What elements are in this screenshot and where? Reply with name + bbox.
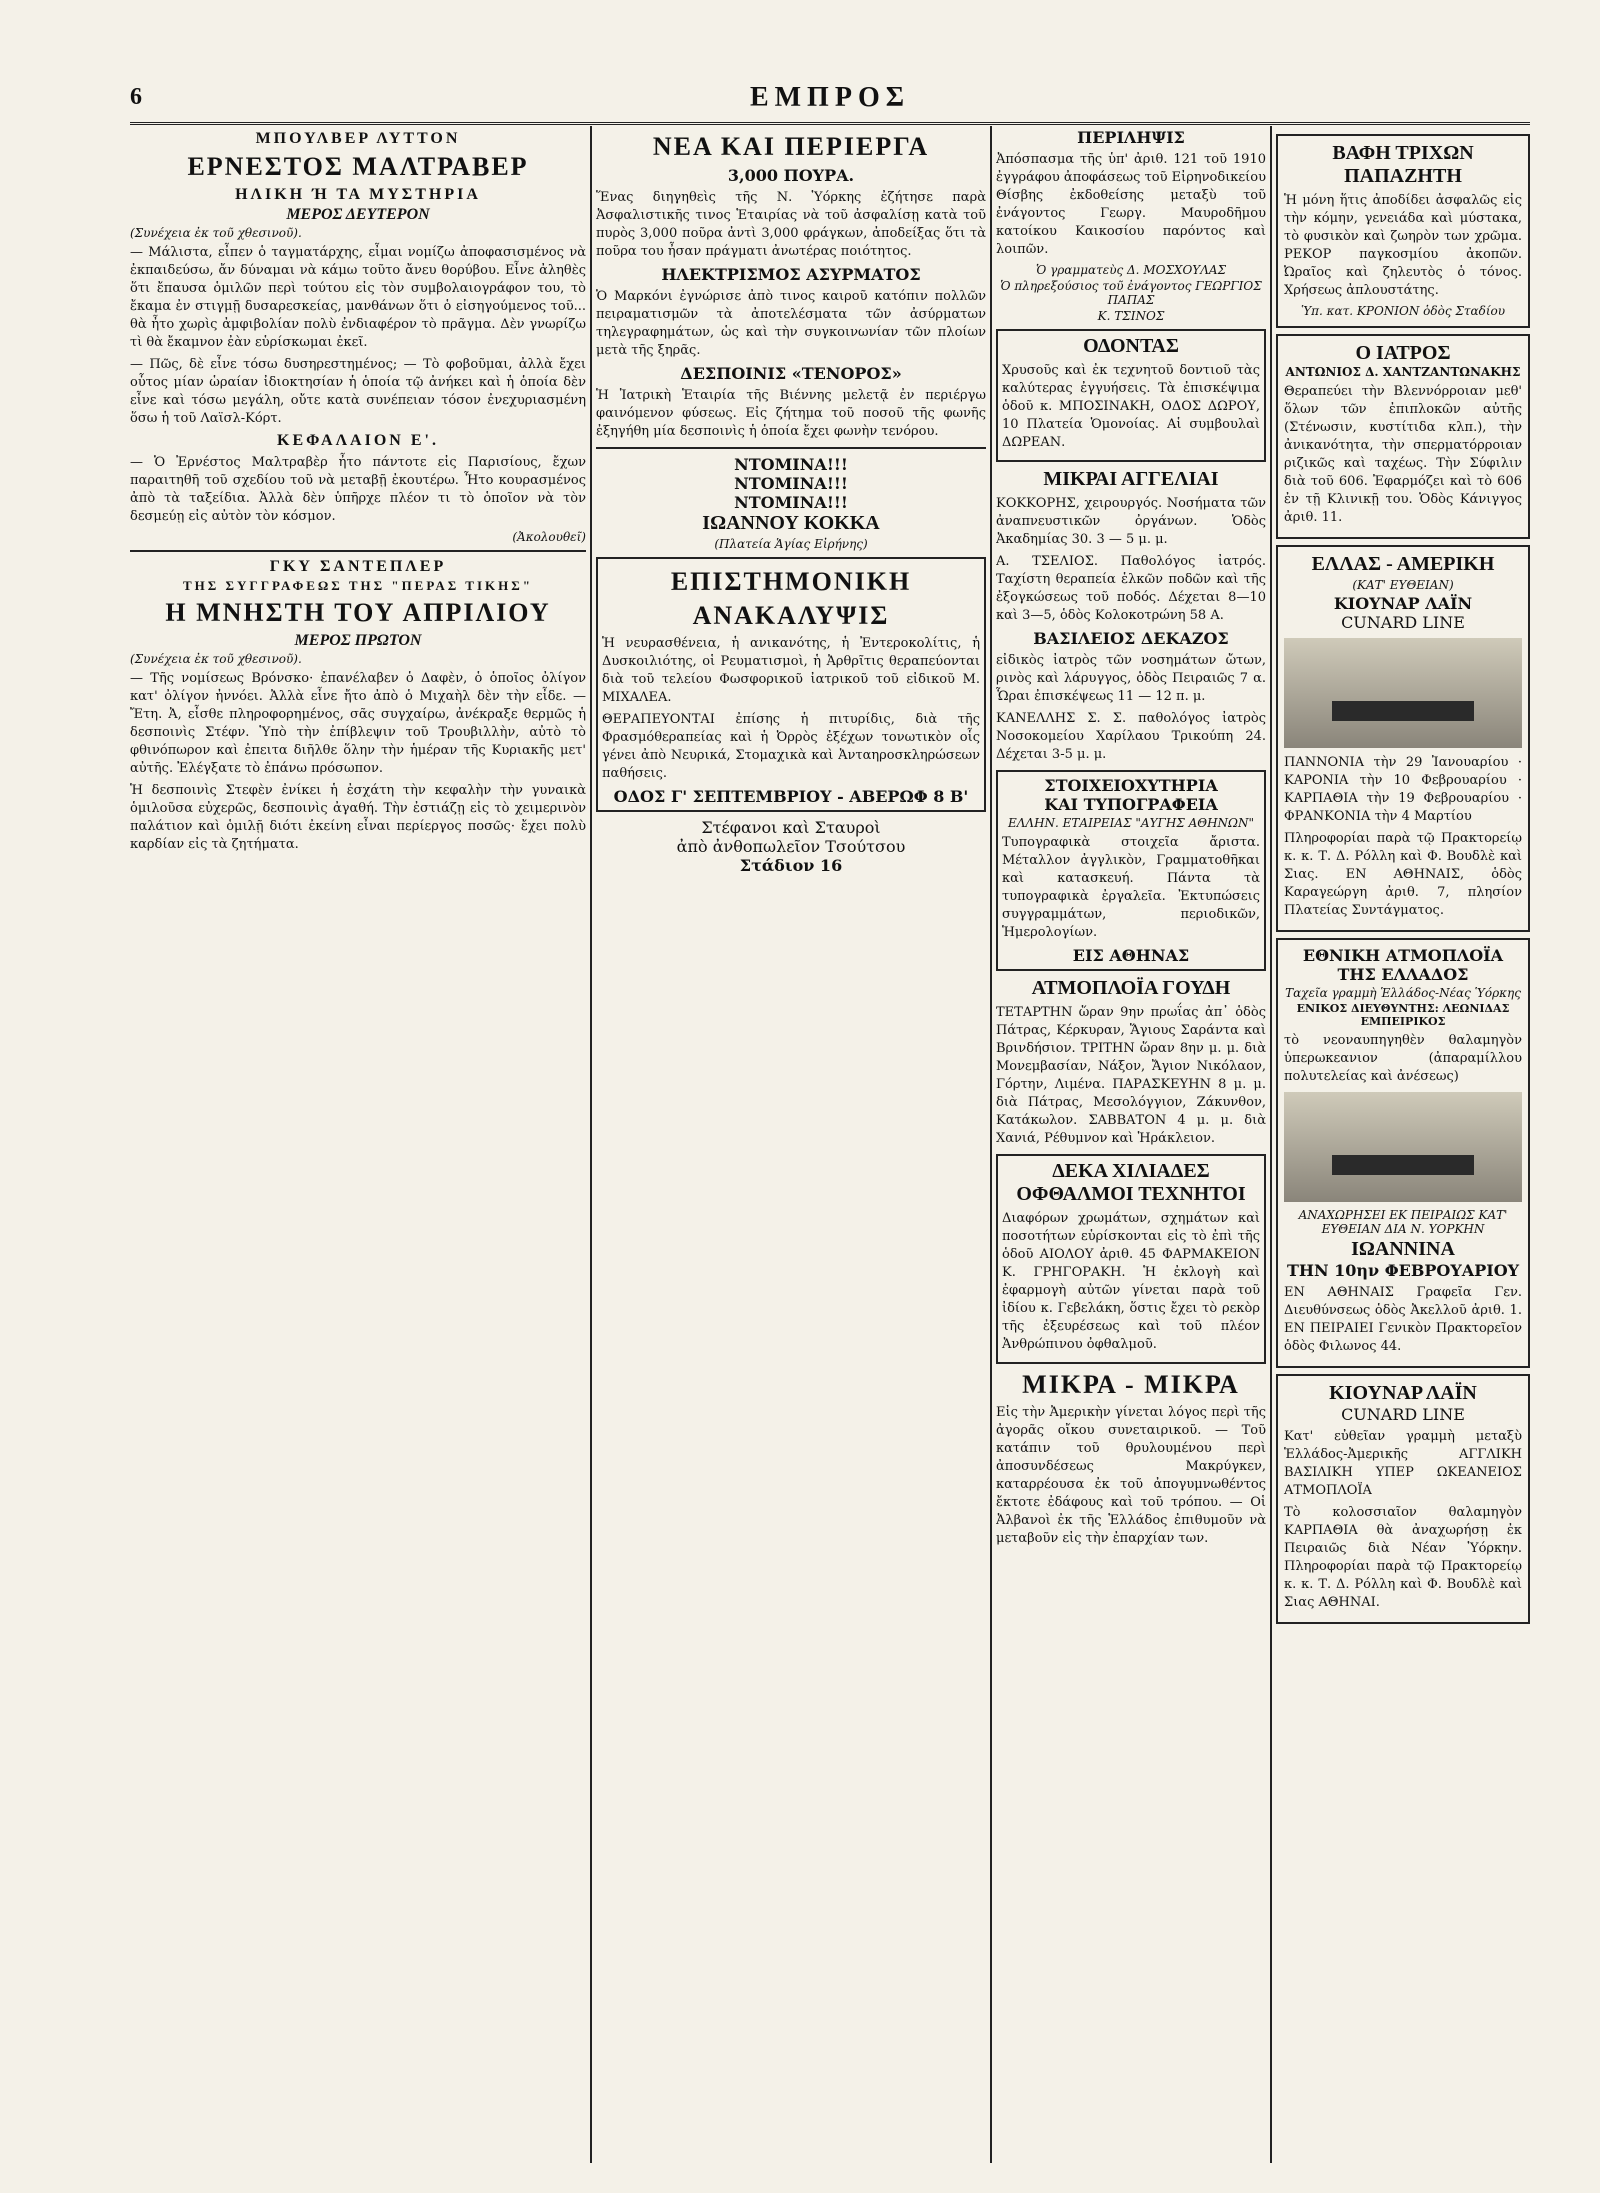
serial-subtitle: ΗΛΙΚΗ Ή ΤΑ ΜΥΣΤΗΡΙΑ [235, 186, 481, 203]
ioannina-text: ΕΝ ΑΘΗΝΑΙΣ Γραφεῖα Γεν. Διευθύνσεως ὁδὸς Ἀκελλοῦ ἀριθ. 1. ΕΝ ΠΕΙΡΑΙΕΙ Γενικὸν Πρακτορεῖον ὁδὸς Φιλωνος 44. [1284, 1285, 1522, 1354]
ioannina-departure: ΑΝΑΧΩΡΗΣΕΙ ΕΚ ΠΕΙΡΑΙΩΣ ΚΑΤ' ΕΥΘΕΙΑΝ ΔΙΑ Ν. ΥΟΡΚΗΝ [1298, 1208, 1508, 1236]
mikra-title: ΜΙΚΡΑ - ΜΙΚΡΑ [1022, 1370, 1240, 1399]
cunard-info: Πληροφορίαι παρὰ τῷ Πρακτορείῳ κ. κ. Τ. Δ. Ρόλλη καὶ Φ. Βουδλὲ καὶ Σιας. ΕΝ ΑΘΗΝΑΙΣ, ὁδὸς Καραγεώργη ἀριθ. 7, πλησίον Πλατείας Συντάγματος. [1284, 831, 1522, 918]
discovery-ad [596, 557, 986, 812]
domino-line: ΝΤΟΜΙΝΑ!!! [734, 455, 848, 474]
news-item-text: Ὁ Μαρκόνι ἐγνώρισε ἀπὸ τινος καιροῦ κατόπιν πολλῶν πειραματισμῶν τὰ ἀποτελέσματα τῶν ἀσύρματων τηλεγραφημάτων, ὡς καὶ τὴν συγκοινωνίαν τῶν πλοίων μετὰ τῆς ξηρᾶς. [596, 289, 986, 358]
domino-line: ΝΤΟΜΙΝΑ!!! [734, 474, 848, 493]
discovery-title: ΑΝΑΚΑΛΥΨΙΣ [692, 601, 890, 630]
hellas-sub: (ΚΑΤ' ΕΥΘΕΙΑΝ) [1352, 578, 1454, 592]
cunard2-ad [1276, 1374, 1530, 1624]
doctor-name: ΑΝΤΩΝΙΟΣ Δ. ΧΑΝΤΖΑΝΤΩΝΑΚΗΣ [1285, 365, 1521, 379]
typography-title: ΣΤΟΙΧΕΙΟΧΥΤΗΡΙΑ [1044, 776, 1218, 795]
serial2-text: — Τῆς νομίσεως Βρόνσκο· ἐπανέλαβεν ὁ Δαφὲν, ὁ ὁποῖος ὀλίγον κατ' ὀλίγον ἠννόει. Ἀλλὰ εἶνε ἤτο ἀπὸ ὁ Μιχαὴλ δὲν τὴν εἶδε. — Ἔτη. Ἀ, εἶσθε πληροφορημένος, σᾶς συγχαίρω, ἀνέκραξε θερμῶς ἡ δεσποινὶς Στέφν. Ὑπὸ τὴν ἐπίβλεψιν τοῦ Τρουβιλλὴν, αὐτὸ τὸ φθινόπωρον καὶ ἐπειτα διῆλθε ὅλην τὴν ἡμέραν τῆς Κυριακῆς μετ' αὐτῆς. Ἐλέγξατε τὸ ἐπάνω πρόσωπον. [130, 671, 586, 776]
ethniki-text: τὸ νεοναυπηγηθὲν θαλαμηγὸν ὑπερωκεανιον (ἀπαραμίλλου πολυτελείας καὶ ἀνέσεως) [1284, 1033, 1522, 1084]
dye-name: ΠΑΠΑΖΗΤΗ [1344, 165, 1462, 187]
ioannina-name: ΙΩΑΝΝΙΝΑ [1351, 1238, 1455, 1260]
ethniki-ad [1276, 938, 1530, 1368]
artificial-eyes-ad [996, 1154, 1266, 1364]
news-title: ΝΕΑ ΚΑΙ ΠΕΡΙΕΡΓΑ [652, 132, 930, 161]
eyes-title: ΔΕΚΑ ΧΙΛΙΑΔΕΣ [1052, 1160, 1210, 1182]
ethniki-sub: Ταχεῖα γραμμὴ Ἑλλάδος-Νέας Ὑόρκης [1285, 986, 1521, 1000]
divider [130, 550, 586, 552]
notice-text: Ἀπόσπασμα τῆς ὑπ' ἀριθ. 121 τοῦ 1910 ἐγγράφου ἀποφάσεως τοῦ Εἰρηνοδικείου Θίσβης ἐκδοθείσης μεταξὺ τοῦ ἐνάγοντος Γεωργ. Μαυροδῆμου κατοίκου Καικοσίου παρόντος καὶ λοιπῶν. [996, 152, 1266, 257]
column-rule [1270, 126, 1272, 2163]
dentist-title: ΟΔΟΝΤΑΣ [1083, 335, 1179, 357]
serial2-header: ΤΗΣ ΣΥΓΓΡΑΦΕΩΣ ΤΗΣ "ΠΕΡΑΣ ΤΙΚΗΣ" [183, 578, 533, 593]
page-header [130, 82, 1530, 125]
store-address: (Πλατεία Ἁγίας Εἰρήνης) [714, 537, 868, 551]
news-item-text: Ἡ Ἰατρικὴ Ἑταιρία τῆς Βιέννης μελετᾷ ἐν περιέργω φαινόμενον φύσεως. Εἰς ζήτημα τοῦ ποσοῦ τῆς φωνῆς ἐξηγήθη μία δεσποινὶς ἡ ὁποία ἔχει φωνὴν τενόρου. [596, 388, 986, 439]
dye-text: Ἡ μόνη ἥτις ἀποδίδει ἀσφαλῶς εἰς τὴν κόμην, γενειάδα καὶ μύστακα, τὸ φυσικὸν καὶ ζωηρὸν των χρῶμα. ΡΕΚΟΡ παγκοσμίου ἀκοπῶν. Ὠραῖος καὶ ζηλευτὸς ὁ τόνος. Χρήσεως ἀπλουστάτης. [1284, 193, 1522, 298]
dye-title: ΒΑΦΗ ΤΡΙΧΩΝ [1332, 142, 1474, 164]
serial-text: — Πῶς, δὲ εἶνε τόσω δυσηρεστημένος; — Τὸ φοβοῦμαι, ἀλλὰ ἔχει οὗτος μίαν ὡραίαν ἰδιοκτησίαν ἡ ὁποία τῷ ἀνήκει καὶ ἡ ὁποία δὲν εἶνε καὶ τόσω μεγάλη, οὔτε κατὰ συνέπειαν τόσον ἐνεχυριασμένη ὅσω ἡ τοῦ Λαϊσλ-Κόρτ. [130, 357, 586, 426]
shipping-title: ΑΤΜΟΠΛΟΪΑ ΓΟΥΔΗ [1031, 977, 1231, 999]
divider [596, 447, 986, 449]
cunard-name: ΚΙΟΥΝΑΡ ΛΑΪΝ [1333, 594, 1473, 613]
serial-continued: (Συνέχεια ἐκ τοῦ χθεσινοῦ). [130, 226, 302, 240]
news-item-text: Ἕνας διηγηθεὶς τῆς Ν. Ὑόρκης ἐζήτησε παρὰ Ἀσφαλιστικῆς τινος Ἑταιρίας νὰ τοῦ ἀσφαλίσῃ κατὰ τοῦ πυρὸς 3,000 ποῦρα ἀντὶ 3,000 φράγκων, ἀποδείξας ὅτι τὰ ποῦρα του ἦσαν πράγματι ἀνωτέρας ποιότητος. [596, 190, 986, 259]
notice-head: ΠΕΡΙΛΗΨΙΣ [1077, 128, 1185, 147]
serial2-author: ΓΚΥ ΣΑΝΤΕΠΛΕΡ [269, 558, 447, 575]
serial-part: ΜΕΡΟΣ ΔΕΥΤΕΡΟΝ [286, 206, 430, 223]
typography-address: ΕΙΣ ΑΘΗΝΑΣ [1072, 946, 1190, 965]
typography-ad [996, 770, 1266, 971]
page-number: 6 [130, 84, 142, 110]
typography-company: ΕΛΛΗΝ. ΕΤΑΙΡΕΙΑΣ "ΑΥΓΗΣ ΑΘΗΝΩΝ" [1007, 816, 1255, 830]
serial2-continued: (Συνέχεια ἐκ τοῦ χθεσινοῦ). [130, 652, 302, 666]
wreath-ad: Στάδιον 16 [739, 856, 843, 875]
typography-title: ΚΑΙ ΤΥΠΟΓΡΑΦΕΙΑ [1044, 795, 1218, 814]
serial-text: — Μάλιστα, εἶπεν ὁ ταγματάρχης, εἶμαι νομίζω ἀποφασισμένος νὰ ἐκπαιδεύσω, ἄν δύναμαι νὰ κάμω τοῦτο ἄνευ θορύβου. Εἶνε ἀληθὲς ὅτι ἔπαυσα ὁμιλῶν περὶ τούτου εἰς τὸν συμβολαιογράφον του, τὸ ἔκαμα ἐν στιγμῇ δυσαρεσκείας, μανθάνων ὅτι ὁ εἰσηγούμενος τοῦ... θὰ ἦτο χωρὶς ἀμφιβολίαν πολὺ ἐνδιαφέρον τὸ πρᾶγμα. Δὲν γνωρίζω τὶ θὰ ἔκαμνον ἐὰν εὑρίσκωμαι ἐκεῖ. [130, 245, 586, 350]
notice-sign: Ὁ γραμματεὺς Δ. ΜΟΣΧΟΥΛΑΣ [1035, 263, 1227, 277]
dye-address: Ὑπ. κατ. ΚΡΟΝΙΟΝ ὁδὸς Σταδίου [1300, 304, 1506, 318]
small-ad: εἰδικὸς ἰατρὸς τῶν νοσημάτων ὤτων, ρινὸς καὶ λάρυγγος, ὁδὸς Πειραιῶς 7 α. Ὧραι ἐπισκέψεως 11 — 12 π. μ. [996, 653, 1266, 704]
serial-author: ΜΠΟΥΛΒΕΡ ΛΥΤΤΟΝ [255, 130, 461, 147]
small-ad: Α. ΤΣΕΛΙΟΣ. Παθολόγος ἰατρός. Ταχίστη θεραπεία ἑλκῶν ποδῶν καὶ τῆς ἐξογκώσεως τοῦ ποδός. Δέχεται 8—10 καὶ 3—5, ὁδὸς Κολοκοτρώνη 58 Α. [996, 554, 1266, 623]
typography-text: Τυπογραφικὰ στοιχεῖα ἄριστα. Μέταλλον ἀγγλικὸν, Γραμματοθῆκαι καὶ κατασκευή. Πάντα τὰ τυπογραφικὰ ἐργαλεῖα. Ἐκτυπώσεις συγγραμμάτων, περιοδικῶν, Ἡμερολογίων. [1002, 835, 1260, 940]
column-ads [1276, 128, 1530, 2163]
column-news [596, 128, 986, 2163]
news-item-head: ΔΕΣΠΟΙΝΙΣ «ΤΕΝΟΡΟΣ» [680, 364, 902, 383]
ioannina-date: ΤΗΝ 10ην ΦΕΒΡΟΥΑΡΙΟΥ [1286, 1261, 1520, 1280]
doctor-title: Ο ΙΑΤΡΟΣ [1355, 342, 1451, 364]
eyes-text: Διαφόρων χρωμάτων, σχημάτων καὶ ποσοτήτων εὑρίσκονται εἰς τὸ ἐπὶ τῆς ὁδοῦ ΑΙΟΛΟΥ ἀριθ. 45 ΦΑΡΜΑΚΕΙΟΝ Κ. ΓΡΗΓΟΡΑΚΗ. Ἡ ἐκλογὴ καὶ ἐφαρμογὴ αὐτῶν γίνεται παρὰ τοῦ ἰδίου κ. Γεβελάκη, ὅστις ἔχει τὸ ρεκὸρ τῆς ἐξευρέσεως καὶ τοῦ πλέον Ἀνθρώπινου ὀφθαλμοῦ. [1002, 1211, 1260, 1352]
small-ad: ΚΑΝΕΛΛΗΣ Σ. Σ. παθολόγος ἰατρὸς Νοσοκομείου Χαρίλαου Τρικούπη 24. Δέχεται 3-5 μ. μ. [996, 711, 1266, 762]
cunard-latin: CUNARD LINE [1341, 613, 1465, 632]
doctor-text: Θεραπεύει τὴν Βλεννόρροιαν μεθ' ὅλων τῶν ἐπιπλοκῶν αὐτῆς (Στένωσιν, κυστίτιδα κλπ.), τὴν ἀνικανότητα, τὴν σπερματόρροιαν ριζικῶς καὶ ταχέως. Τὴν Σύφιλιν διὰ τοῦ 606. Ἐφαρμόζει καὶ τὸ 606 ἐν τῇ Κλινικῇ του. Ὁδὸς Κάνιγγος ἀριθ. 11. [1284, 384, 1522, 525]
discovery-title: ΕΠΙΣΤΗΜΟΝΙΚΗ [670, 567, 912, 596]
shipping-text: ΤΕΤΑΡΤΗΝ ὥραν 9ην πρωΐας ἀπ᾽ ὁδὸς Πάτρας, Κέρκυραν, Ἅγιους Σαράντα καὶ Βρινδήσιον. ΤΡΙΤΗΝ ὥραν 8ην μ. μ. διὰ Μονεμβασίαν, Νάξον, Ἄγιον Νικόλαον, Γόρτην, Λιμένα. ΠΑΡΑΣΚΕΥΗΝ 8 μ. μ. διὰ Πάτρας, Μεσολόγγιον, Ζάκυνθον, Κατάκωλον. ΣΑΒΒΑΤΟΝ 4 μ. μ. διὰ Χανιά, Ρέθυμνον καὶ Ἡράκλειον. [996, 1005, 1266, 1146]
dentist-ad [996, 329, 1266, 462]
dentist-text: Χρυσοῦς καὶ ἐκ τεχνητοῦ δοντιοῦ τὰς καλύτερας ἐγγυήσεις. Τὰ ἐπισκέψιμα ὁδοῦ κ. ΜΠΟΣΙΝΑΚΗ, ΟΔΟΣ ΔΩΡΟΥ, 10 Πλατεία Ὁμονοίας. Αἱ συμβουλαὶ ΔΩΡΕΑΝ. [1002, 363, 1260, 450]
ship-illustration [1284, 638, 1522, 748]
serial-text: — Ὁ Ἐρνέστος Μαλτραβὲρ ἦτο πάντοτε εἰς Παρισίους, ἔχων παραιτηθῆ τοῦ σχεδίου τοῦ νὰ μεταβῇ ἐκουτέρω. Ἦτο κουρασμένος ἀπὸ τὰ ταξείδια. Ἀλλὰ δὲν ὑπῆρχε πλέον τι τὸ ὁποῖον νὰ τὸν δεσμεύῃ εἰς αὐτὸν τὸν κόσμον. [130, 455, 586, 524]
column-rule [990, 126, 992, 2163]
ship-illustration [1284, 1092, 1522, 1202]
serial2-part: ΜΕΡΟΣ ΠΡΩΤΟΝ [294, 632, 422, 649]
news-item-head: ΗΛΕΚΤΡΙΣΜΟΣ ΑΣΥΡΜΑΤΟΣ [661, 265, 921, 284]
cunard2-text: Τὸ κολοσσιαῖον θαλαμηγὸν ΚΑΡΠΑΘΙΑ θὰ ἀναχωρήσῃ ἐκ Πειραιῶς διὰ Νέαν Ὑόρκην. Πληροφορίαι παρὰ τῷ Πρακτορείῳ κ. κ. Τ. Δ. Ρόλλη καὶ Φ. Βουδλὲ καὶ Σιας ΑΘΗΝΑΙ. [1284, 1505, 1522, 1610]
small-ad: ΚΟΚΚΟΡΗΣ, χειρουργός. Νοσήματα τῶν ἀναπνευστικῶν ὀργάνων. Ὁδὸς Ἀκαδημίας 30. 3 — 5 μ. μ. [996, 496, 1266, 547]
cunard-ad [1276, 545, 1530, 932]
small-ads-title: ΜΙΚΡΑΙ ΑΓΓΕΛΙΑΙ [1043, 468, 1219, 490]
ethniki-title: ΕΘΝΙΚΗ ΑΤΜΟΠΛΟΪΑ ΤΗΣ ΕΛΛΑΔΟΣ [1302, 946, 1504, 984]
mikra-text: Εἰς τὴν Ἀμερικὴν γίνεται λόγος περὶ τῆς ἀγορᾶς οἴκου συνεταιρικοῦ. — Τοῦ κατάπιν τοῦ θρυλουμένου περὶ ἀποσυνδέσεως Μακρύγκεν, καταρρέουσα ἐκ τοῦ ἀπογυμνωθέντος ἔκτοτε ἐδάφους καὶ τοῦ τρόπου. — Οἱ Ἀλβανοὶ ἐκ τῆς Ἑλλάδος ἐπιθυμοῦν νὰ μεταβοῦν εἰς τὴν ἐπαρχίαν των. [996, 1405, 1266, 1546]
notice-sign: Κ. ΤΣΙΝΟΣ [1097, 309, 1165, 323]
wreath-ad: ἀπὸ ἀνθοπωλεῖον Τσούτσου [676, 837, 906, 856]
notice-sign: Ὁ πληρεξούσιος τοῦ ἐνάγοντος ΓΕΩΡΓΙΟΣ ΠΑΠΑΣ [1000, 279, 1262, 307]
hair-dye-ad [1276, 134, 1530, 328]
discovery-text: Ἡ νευρασθένεια, ἡ ανικανότης, ἡ Ἐντεροκολίτις, ἡ Δυσκοιλιότης, οἱ Ρευματισμοὶ, ἡ Ἀρθρῖτις θεραπεύονται διὰ τοῦ τελείου Φωσφορικοῦ ἰατρικοῦ τοῦ εἰδικοῦ Μ. ΜΙΧΑΛΕΑ. [602, 636, 980, 705]
cunard-schedule: ΠΑΝΝΟΝΙΑ τὴν 29 Ἰανουαρίου · ΚΑΡΟΝΙΑ τὴν 10 Φεβρουαρίου · ΚΑΡΠΑΘΙΑ τὴν 19 Φεβρουαρίου · ΦΡΑΝΚΟΝΙΑ τὴν 4 Μαρτίου [1284, 755, 1522, 824]
column-notices [996, 128, 1266, 2163]
serial2-title: Η ΜΝΗΣΤΗ ΤΟΥ ΑΠΡΙΛΙΟΥ [165, 598, 551, 627]
chapter-heading: ΚΕΦΑΛΑΙΟΝ Ε'. [277, 432, 439, 449]
ethniki-director: ΕΝΙΚΟΣ ΔΙΕΥΘΥΝΤΗΣ: ΛΕΩΝΙΔΑΣ ΕΜΠΕΙΡΙΚΟΣ [1296, 1002, 1510, 1028]
serial-closing: (Ἀκολουθεῖ) [512, 530, 586, 544]
small-ad-head: ΒΑΣΙΛΕΙΟΣ ΔΕΚΑΖΟΣ [1033, 629, 1229, 648]
domino-line: ΝΤΟΜΙΝΑ!!! [734, 493, 848, 512]
store-name: ΙΩΑΝΝΟΥ ΚΟΚΚΑ [702, 512, 880, 534]
column-serials [130, 128, 586, 2163]
serial2-text: Ἡ δεσποινὶς Στεφὲν ἐνίκει ἡ ἐσχάτη τὴν κεφαλὴν τὴν γυναικὰ ὁμιλοῦσα εὐχερῶς, δεσποινὶς ἀγαθή. Τὴν ἐστιάζῃ εἰς τὸ χειμερινὸν παλάτιον καὶ ὁμιλῇ διότι ἐκείνη εἶναι περίεργος ποσῶς· ἔχει πολὺ καρδίαν εἰς τὰ ζητήματα. [130, 783, 586, 852]
therapy-address: ΟΔΟΣ Γ' ΣΕΠΤΕΜΒΡΙΟΥ - ΑΒΕΡΩΦ 8 Β' [613, 787, 969, 806]
cunard2-sub: Κατ' εὐθεῖαν γραμμὴ μεταξὺ Ἑλλάδος-Ἀμερικῆς ΑΓΓΛΙΚΗ ΒΑΣΙΛΙΚΗ ΥΠΕΡ ΩΚΕΑΝΕΙΟΣ ΑΤΜΟΠΛΟΪΑ [1284, 1429, 1522, 1498]
doctor-ad [1276, 334, 1530, 539]
cunard2-name: ΚΙΟΥΝΑΡ ΛΑΪΝ [1329, 1382, 1477, 1404]
serial-title: ΕΡΝΕΣΤΟΣ ΜΑΛΤΡΑΒΕΡ [187, 152, 529, 181]
cunard2-latin: CUNARD LINE [1341, 1405, 1465, 1424]
wreath-ad: Στέφανοι καὶ Σταυροὶ [701, 818, 881, 837]
column-rule [590, 126, 592, 2163]
eyes-title: ΟΦΘΑΛΜΟΙ ΤΕΧΝΗΤΟΙ [1016, 1183, 1246, 1205]
therapy-text: ΘΕΡΑΠΕΥΟΝΤΑΙ ἐπίσης ἡ πιτυρίδις, διὰ τῆς Φρασμόθεραπείας καὶ ἡ Ὀρρὸς ἐξέχων τονωτικὸν οἷς γένει ἀπὸ Νευρικά, Στομαχικὰ καὶ Ἀνταηροσκληρώσεων παθήσεις. [602, 712, 980, 781]
news-item-head: 3,000 ΠΟΥΡΑ. [727, 166, 855, 185]
hellas-america: ΕΛΛΑΣ - ΑΜΕΡΙΚΗ [1311, 553, 1495, 575]
masthead: ΕΜΠΡΟΣ [749, 82, 911, 113]
